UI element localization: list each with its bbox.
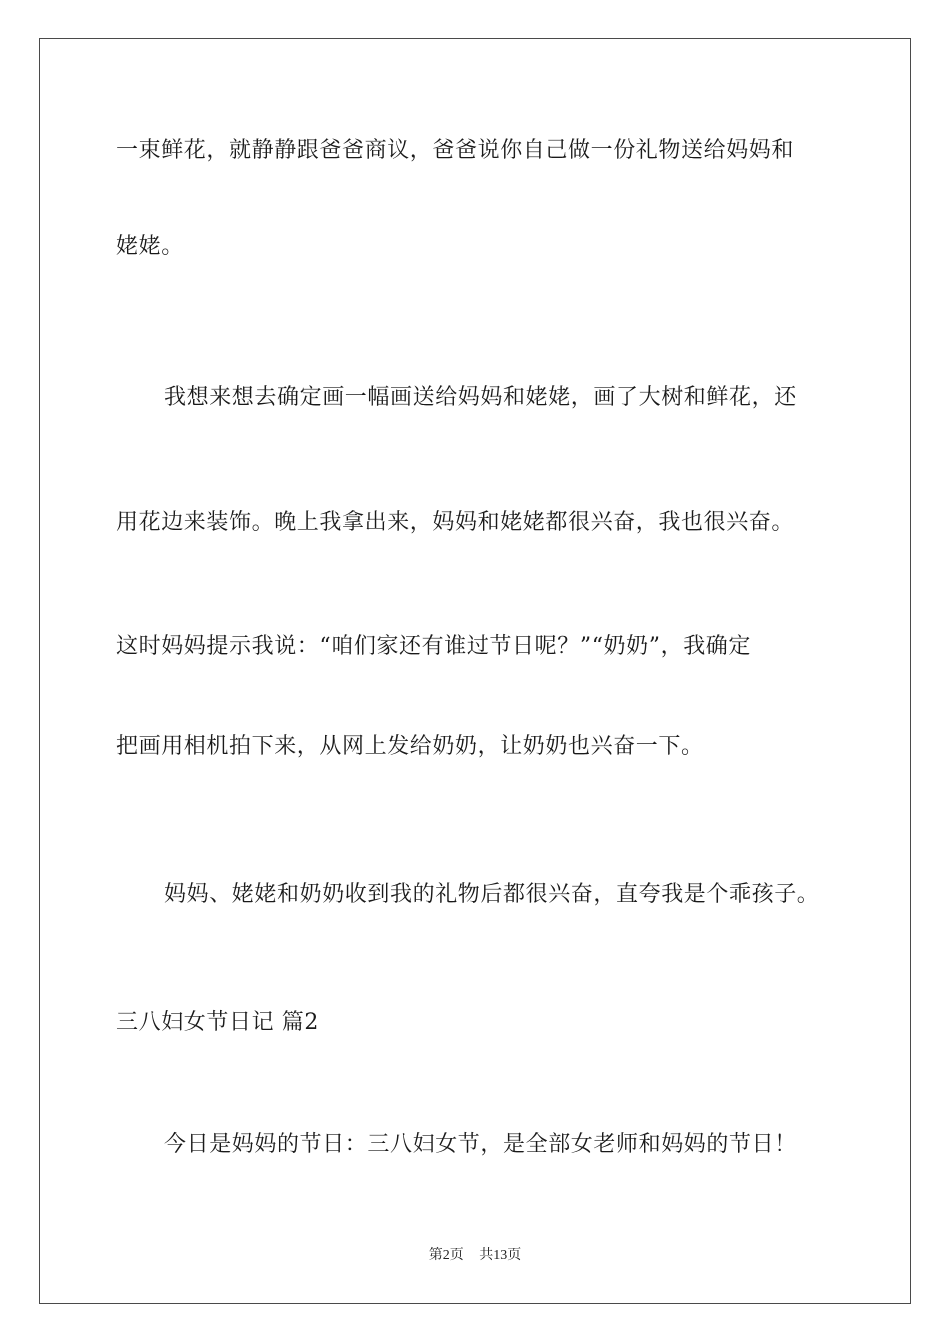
paragraph-line-1: 一束鲜花，就静静跟爸爸商议，爸爸说你自己做一份礼物送给妈妈和 xyxy=(116,138,795,163)
paragraph-line-5: 这时妈妈提示我说：“咱们家还有谁过节日呢？”“奶奶”，我确定 xyxy=(116,634,751,659)
page-number: 第2页 xyxy=(428,1248,464,1263)
section-heading: 三八妇女节日记 篇2 xyxy=(116,1010,319,1035)
paragraph-line-7: 妈妈、姥姥和奶奶收到我的礼物后都很兴奋，直夸我是个乖孩子。 xyxy=(164,882,820,907)
page-total: 共13页 xyxy=(479,1248,522,1263)
paragraph-line-6: 把画用相机拍下来，从网上发给奶奶，让奶奶也兴奋一下。 xyxy=(116,734,704,759)
paragraph-line-3: 我想来想去确定画一幅画送给妈妈和姥姥，画了大树和鲜花，还 xyxy=(164,385,797,410)
paragraph-line-8: 今日是妈妈的节日：三八妇女节，是全部女老师和妈妈的节日！ xyxy=(164,1132,797,1157)
paragraph-line-4: 用花边来装饰。晚上我拿出来，妈妈和姥姥都很兴奋，我也很兴奋。 xyxy=(116,510,795,535)
page-border xyxy=(39,38,911,1304)
paragraph-line-2: 姥姥。 xyxy=(116,234,184,259)
page-footer xyxy=(0,1246,950,1266)
